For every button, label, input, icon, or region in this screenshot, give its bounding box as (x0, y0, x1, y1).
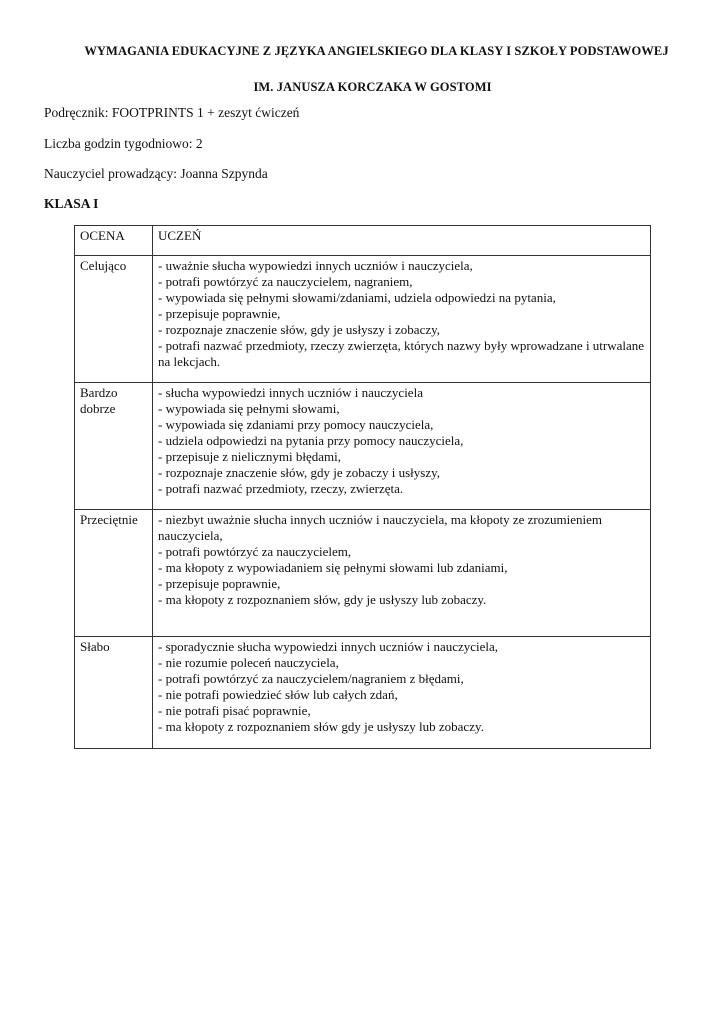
grades-table (74, 225, 651, 749)
header-student: UCZEŃ (153, 226, 651, 256)
requirement-item: - uważnie słucha wypowiedzi innych uczniów i nauczyciela, (158, 258, 473, 273)
requirement-item: - ma kłopoty z wypowiadaniem się pełnymi słowami lub zdaniami, (158, 560, 508, 575)
requirement-item: - rozpoznaje znaczenie słów, gdy je zobaczy i usłyszy, (158, 465, 441, 480)
document-title-line-1: WYMAGANIA EDUKACYJNE Z JĘZYKA ANGIELSKIEGO DLA KLASY I SZKOŁY PODSTAWOWEJ (84, 44, 669, 58)
requirement-item: - udziela odpowiedzi na pytania przy pomocy nauczyciela, (158, 433, 464, 448)
weekly-hours-info: Liczba godzin tygodniowo: 2 (44, 136, 203, 151)
requirement-item: - przepisuje poprawnie, (158, 306, 281, 321)
grade-cell: Celująco (75, 256, 153, 383)
requirement-item: - wypowiada się pełnymi słowami, (158, 401, 340, 416)
requirement-item: - wypowiada się zdaniami przy pomocy nauczyciela, (158, 417, 434, 432)
header-grade: OCENA (75, 226, 153, 256)
requirement-item: - potrafi nazwać przedmioty, rzeczy, zwierzęta. (158, 481, 404, 496)
requirement-item: - ma kłopoty z rozpoznaniem słów, gdy je usłyszy lub zobaczy. (158, 592, 487, 607)
grade-cell: Bardzo dobrze (75, 383, 153, 510)
requirement-item: - nie rozumie poleceń nauczyciela, (158, 655, 339, 670)
requirement-item: - przepisuje z nielicznymi błędami, (158, 449, 342, 464)
table-row (75, 510, 651, 637)
requirement-item: - sporadycznie słucha wypowiedzi innych uczniów i nauczyciela, (158, 639, 499, 654)
requirement-item: - potrafi powtórzyć za nauczycielem, nagraniem, (158, 274, 413, 289)
requirement-item: - potrafi powtórzyć za nauczycielem/nagraniem z błędami, (158, 671, 464, 686)
table-header-row (75, 226, 651, 256)
requirement-item: - potrafi powtórzyć za nauczycielem, (158, 544, 352, 559)
requirements-cell (153, 510, 651, 637)
teacher-info: Nauczyciel prowadzący: Joanna Szpynda (44, 166, 268, 181)
requirements-cell (153, 637, 651, 749)
requirement-item: - przepisuje poprawnie, (158, 576, 281, 591)
requirement-item: - rozpoznaje znaczenie słów, gdy je usłyszy i zobaczy, (158, 322, 441, 337)
requirement-item: - ma kłopoty z rozpoznaniem słów gdy je usłyszy lub zobaczy. (158, 719, 484, 734)
requirement-item: - potrafi nazwać przedmioty, rzeczy zwierzęta, których nazwy były wprowadzane i utrwalane na lekcjach. (158, 338, 645, 369)
grade-cell: Słabo (75, 637, 153, 749)
document-title-line-2: IM. JANUSZA KORCZAKA W GOSTOMI (253, 80, 492, 94)
grade-cell: Przeciętnie (75, 510, 153, 637)
requirement-item: - słucha wypowiedzi innych uczniów i nauczyciela (158, 385, 423, 400)
requirement-item: - niezbyt uważnie słucha innych uczniów i nauczyciela, ma kłopoty ze zrozumieniem nauczyciela, (158, 512, 602, 543)
textbook-info: Podręcznik: FOOTPRINTS 1 + zeszyt ćwiczeń (44, 105, 300, 120)
requirement-item: - nie potrafi pisać poprawnie, (158, 703, 311, 718)
requirement-item: - nie potrafi powiedzieć słów lub całych zdań, (158, 687, 398, 702)
table-row (75, 637, 651, 749)
requirements-cell (153, 256, 651, 383)
table-row (75, 256, 651, 383)
requirement-item: - wypowiada się pełnymi słowami/zdaniami, udziela odpowiedzi na pytania, (158, 290, 556, 305)
table-row (75, 383, 651, 510)
requirements-cell (153, 383, 651, 510)
class-label: KLASA I (44, 196, 99, 211)
